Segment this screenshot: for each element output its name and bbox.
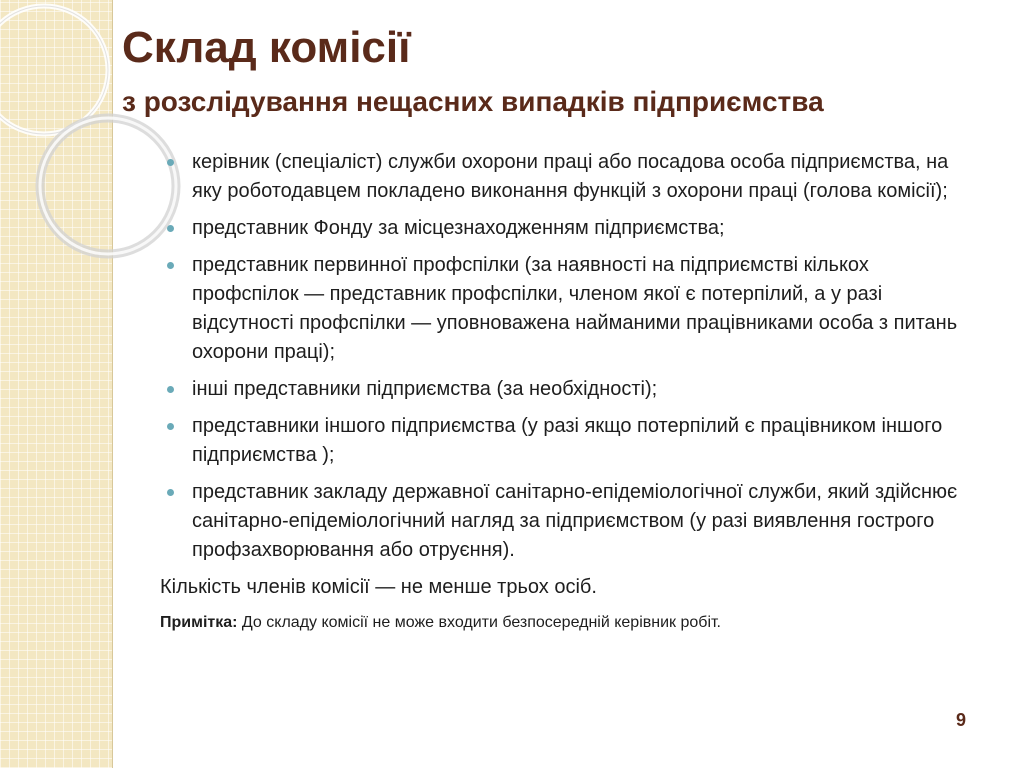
bullet-dot-icon xyxy=(167,262,174,269)
list-item xyxy=(160,478,965,565)
list-item-text: представники іншого підприємства (у разі якщо потерпілий є працівником іншого підприємства ); xyxy=(192,415,943,466)
bullet-dot-icon xyxy=(167,159,174,166)
list-item-text: представник первинної профспілки (за наявності на підприємстві кількох профспілок — представник профспілки, членом якої є потерпілий, а у разі відсутності профспілки — уповноважена найманими працівниками особа з питань охорони праці); xyxy=(192,254,958,363)
slide-subtitle: з розслідування нещасних випадків підприємства xyxy=(122,86,824,117)
list-item-text: представник Фонду за місцезнаходженням підприємства; xyxy=(192,217,725,239)
bullet-dot-icon xyxy=(167,489,174,496)
list-item-text: інші представники підприємства (за необхідності); xyxy=(192,378,658,400)
bullet-dot-icon xyxy=(167,386,174,393)
list-item-text: представник закладу державної санітарно-епідеміологічної служби, який здійснює санітарно-епідеміологічний нагляд за підприємством (у разі виявлення гострого профзахворювання або отруєння). xyxy=(192,481,958,561)
bullet-dot-icon xyxy=(167,225,174,232)
commission-members-list xyxy=(160,148,965,565)
list-item xyxy=(160,375,965,404)
note xyxy=(160,612,965,634)
note-text: До складу комісії не може входити безпосередній керівник робіт. xyxy=(237,614,721,631)
page-number: 9 xyxy=(956,710,967,730)
slide-content xyxy=(160,148,965,634)
note-label: Примітка: xyxy=(160,614,238,631)
list-item xyxy=(160,214,965,243)
list-item xyxy=(160,412,965,470)
slide-title: Склад комісії xyxy=(122,23,411,72)
list-item xyxy=(160,148,965,206)
bullet-dot-icon xyxy=(167,423,174,430)
list-item-text: керівник (спеціаліст) служби охорони праці або посадова особа підприємства, на яку роботодавцем покладено виконання функцій з охорони праці (голова комісії); xyxy=(192,151,949,202)
list-item xyxy=(160,251,965,367)
members-count-text: Кількість членів комісії — не менше трьох осіб. xyxy=(160,576,597,598)
